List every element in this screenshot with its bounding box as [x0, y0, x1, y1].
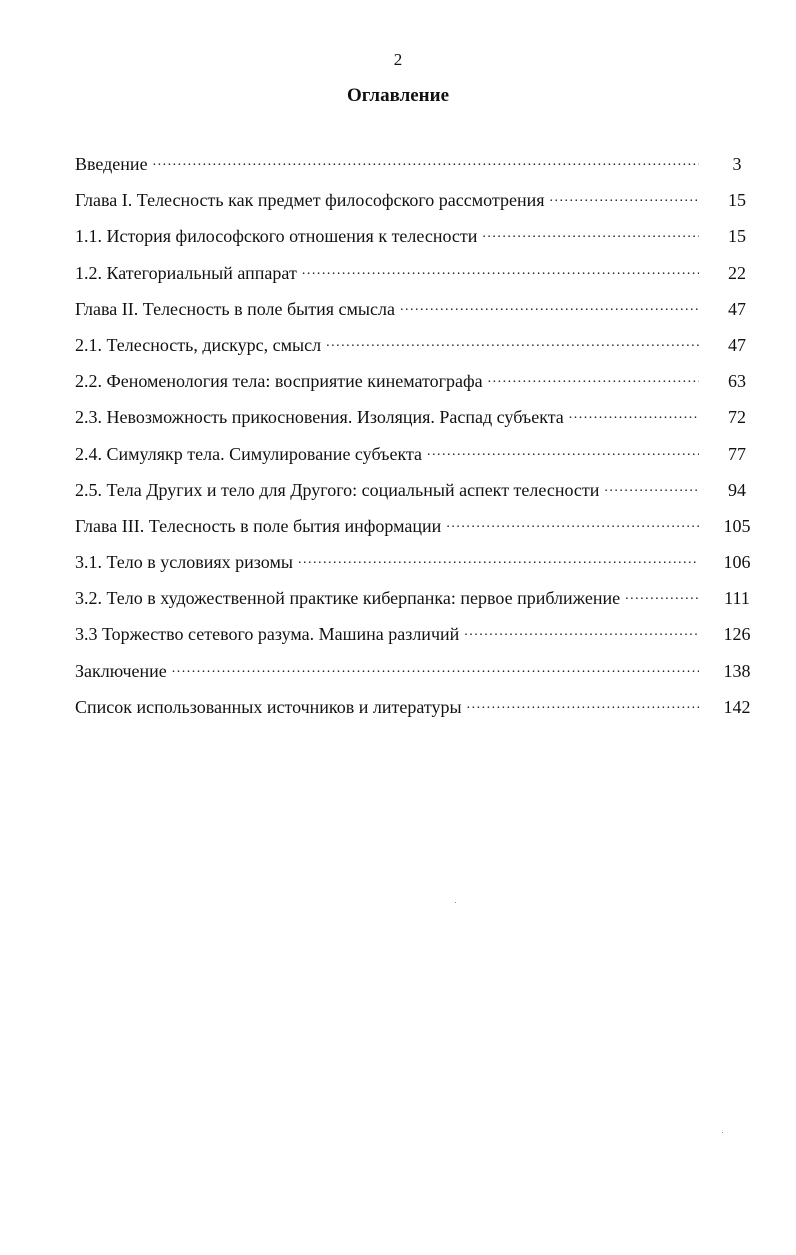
- toc-entry-page: 94: [728, 479, 746, 500]
- toc-entry-label: 2.1. Телесность, дискурс, смысл: [75, 334, 322, 355]
- scan-speck: [722, 1132, 723, 1133]
- toc-entry: [75, 369, 755, 405]
- toc-entry-page: 15: [728, 226, 746, 247]
- toc-entry-page: 3: [732, 154, 742, 174]
- toc-entry-page: 22: [728, 262, 746, 283]
- dot-leader: [298, 550, 699, 568]
- toc-entry-page: 111: [724, 588, 750, 609]
- toc-entry: [75, 261, 755, 297]
- dot-leader: [464, 622, 699, 640]
- toc-entry-page: 47: [728, 298, 746, 319]
- toc-entry: [75, 659, 755, 695]
- dot-leader: [326, 333, 699, 351]
- dot-leader: [550, 188, 700, 206]
- toc-entry-label: Глава II. Телесность в поле бытия смысла: [75, 298, 395, 319]
- toc-entry-label: 2.2. Феноменология тела: восприятие кинематографа: [75, 371, 483, 392]
- toc-entry-page: 106: [723, 552, 751, 573]
- dot-leader: [302, 261, 699, 279]
- toc-entry-page: 138: [723, 660, 751, 681]
- toc-entry-label: Список использованных источников и литературы: [75, 696, 462, 717]
- dot-leader: [482, 224, 699, 242]
- toc-entry-label: 2.5. Тела Других и тело для Другого: социальный аспект телесности: [75, 479, 600, 500]
- toc-entry: [75, 297, 755, 333]
- toc-entry: [75, 478, 755, 514]
- table-of-contents: [75, 152, 755, 731]
- toc-entry: [75, 695, 755, 731]
- toc-entry-page: 63: [728, 371, 746, 392]
- toc-entry-label: 2.3. Невозможность прикосновения. Изоляция. Распад субъекта: [75, 407, 564, 428]
- toc-entry-page: 126: [723, 624, 751, 645]
- dot-leader: [400, 297, 699, 315]
- dot-leader: [427, 442, 699, 460]
- toc-entry-page: 142: [723, 696, 751, 717]
- toc-title: Оглавление: [346, 85, 450, 106]
- toc-entry-label: Введение: [75, 154, 148, 174]
- toc-entry-page: 15: [728, 190, 746, 211]
- page-number: 2: [393, 50, 403, 69]
- toc-entry-label: 2.4. Симулякр тела. Симулирование субъекта: [75, 443, 423, 464]
- dot-leader: [153, 152, 699, 170]
- toc-entry-label: Глава I. Телесность как предмет философского рассмотрения: [75, 190, 545, 211]
- toc-entry-label: 3.3 Торжество сетевого разума. Машина различий: [75, 624, 460, 645]
- toc-entry: [75, 514, 755, 550]
- toc-entry-page: 72: [728, 407, 746, 428]
- toc-entry-label: 3.1. Тело в условиях ризомы: [75, 552, 293, 573]
- toc-entry-label: 3.2. Тело в художественной практике киберпанка: первое приближение: [75, 588, 621, 609]
- toc-entry: [75, 152, 755, 188]
- scan-speck: [455, 902, 456, 903]
- toc-entry-label: 1.2. Категориальный аппарат: [75, 262, 297, 283]
- toc-entry: [75, 622, 755, 658]
- toc-entry: [75, 188, 755, 224]
- dot-leader: [488, 369, 699, 387]
- toc-entry: [75, 586, 755, 622]
- toc-entry: [75, 224, 755, 260]
- toc-entry-page: 47: [728, 334, 746, 355]
- toc-entry-label: Заключение: [75, 660, 167, 681]
- dot-leader: [604, 478, 699, 496]
- dot-leader: [172, 659, 699, 677]
- toc-entry: [75, 442, 755, 478]
- toc-entry-page: 77: [728, 443, 746, 464]
- dot-leader: [446, 514, 699, 532]
- toc-entry-label: 1.1. История философского отношения к телесности: [75, 226, 478, 247]
- toc-entry-label: Глава III. Телесность в поле бытия информации: [75, 515, 442, 536]
- dot-leader: [569, 405, 699, 423]
- toc-entry: [75, 333, 755, 369]
- toc-entry: [75, 405, 755, 441]
- dot-leader: [625, 586, 699, 604]
- dot-leader: [467, 695, 699, 713]
- toc-entry: [75, 550, 755, 586]
- toc-entry-page: 105: [723, 515, 751, 536]
